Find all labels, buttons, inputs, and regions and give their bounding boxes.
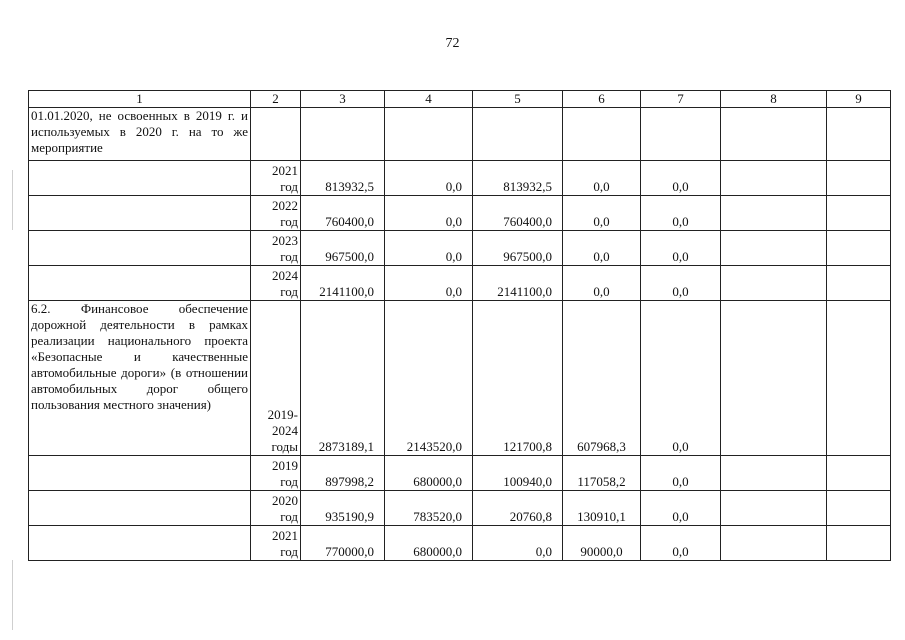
value-cell-col9 [827, 456, 891, 491]
value-cell-col9 [827, 231, 891, 266]
value-cell-col3: 935190,9 [301, 491, 385, 526]
header-cell: 6 [563, 91, 641, 108]
value-cell-col8 [721, 526, 827, 561]
row-period: 2022 год [251, 196, 301, 231]
value-cell-col9 [827, 526, 891, 561]
row-period: 2019- 2024 годы [251, 301, 301, 456]
value-cell-col6: 90000,0 [563, 526, 641, 561]
row-description [29, 526, 251, 561]
value-cell-col7: 0,0 [641, 231, 721, 266]
value-cell-col6: 607968,3 [563, 301, 641, 456]
value-cell-col7: 0,0 [641, 526, 721, 561]
value-cell-col7: 0,0 [641, 301, 721, 456]
header-cell: 9 [827, 91, 891, 108]
value-cell-col3: 770000,0 [301, 526, 385, 561]
value-cell-col5: 813932,5 [473, 161, 563, 196]
value-cell-col4: 0,0 [385, 266, 473, 301]
value-cell-col7: 0,0 [641, 491, 721, 526]
value-cell-col6: 0,0 [563, 161, 641, 196]
scan-mark [12, 170, 13, 230]
row-description [29, 456, 251, 491]
header-cell: 2 [251, 91, 301, 108]
header-cell: 1 [29, 91, 251, 108]
value-cell-col9 [827, 196, 891, 231]
value-cell-col8 [721, 231, 827, 266]
row-description [29, 161, 251, 196]
header-cell: 5 [473, 91, 563, 108]
funding-table [28, 90, 891, 561]
value-cell-col9 [827, 161, 891, 196]
value-cell-col7: 0,0 [641, 196, 721, 231]
value-cell-col9 [827, 491, 891, 526]
value-cell-col8 [721, 108, 827, 161]
value-cell-col8 [721, 491, 827, 526]
header-cell: 8 [721, 91, 827, 108]
value-cell-col3: 760400,0 [301, 196, 385, 231]
value-cell-col3: 2141100,0 [301, 266, 385, 301]
value-cell-col7: 0,0 [641, 456, 721, 491]
value-cell-col5: 967500,0 [473, 231, 563, 266]
header-cell: 3 [301, 91, 385, 108]
row-period [251, 108, 301, 161]
page-number: 72 [445, 36, 460, 51]
value-cell-col4: 783520,0 [385, 491, 473, 526]
value-cell-col5: 0,0 [473, 526, 563, 561]
row-period: 2021 год [251, 526, 301, 561]
row-description: 01.01.2020, не освоенных в 2019 г. и используемых в 2020 г. на то же мероприятие [29, 108, 251, 161]
value-cell-col5: 2141100,0 [473, 266, 563, 301]
header-cell: 7 [641, 91, 721, 108]
row-period: 2021 год [251, 161, 301, 196]
row-description: 6.2. Финансовое обеспечение дорожной деятельности в рамках реализации национального проекта «Безопасные и качественные автомобильные дороги» (в отношении автомобильных дорог общего пользования местного значения) [29, 301, 251, 456]
value-cell-col8 [721, 456, 827, 491]
header-cell: 4 [385, 91, 473, 108]
value-cell-col6: 117058,2 [563, 456, 641, 491]
value-cell-col6: 0,0 [563, 266, 641, 301]
row-period: 2019 год [251, 456, 301, 491]
value-cell-col6: 0,0 [563, 231, 641, 266]
value-cell-col5: 121700,8 [473, 301, 563, 456]
table-row [29, 491, 891, 526]
value-cell-col3 [301, 108, 385, 161]
table-row [29, 266, 891, 301]
row-description [29, 266, 251, 301]
table-row [29, 231, 891, 266]
table-row [29, 161, 891, 196]
value-cell-col4: 680000,0 [385, 526, 473, 561]
table-row [29, 456, 891, 491]
value-cell-col3: 897998,2 [301, 456, 385, 491]
row-period: 2024 год [251, 266, 301, 301]
value-cell-col4 [385, 108, 473, 161]
value-cell-col8 [721, 266, 827, 301]
value-cell-col5: 20760,8 [473, 491, 563, 526]
value-cell-col8 [721, 161, 827, 196]
row-period: 2023 год [251, 231, 301, 266]
value-cell-col3: 813932,5 [301, 161, 385, 196]
value-cell-col9 [827, 266, 891, 301]
value-cell-col5: 760400,0 [473, 196, 563, 231]
value-cell-col7: 0,0 [641, 266, 721, 301]
value-cell-col9 [827, 108, 891, 161]
value-cell-col4: 0,0 [385, 196, 473, 231]
value-cell-col5 [473, 108, 563, 161]
value-cell-col6 [563, 108, 641, 161]
value-cell-col3: 967500,0 [301, 231, 385, 266]
row-description [29, 231, 251, 266]
header-row [29, 91, 891, 108]
table-row [29, 196, 891, 231]
value-cell-col7 [641, 108, 721, 161]
value-cell-col7: 0,0 [641, 161, 721, 196]
value-cell-col8 [721, 196, 827, 231]
value-cell-col4: 0,0 [385, 231, 473, 266]
value-cell-col5: 100940,0 [473, 456, 563, 491]
value-cell-col4: 0,0 [385, 161, 473, 196]
value-cell-col9 [827, 301, 891, 456]
table-row [29, 301, 891, 456]
table-row [29, 108, 891, 161]
value-cell-col6: 130910,1 [563, 491, 641, 526]
value-cell-col6: 0,0 [563, 196, 641, 231]
scan-mark [12, 560, 13, 630]
row-period: 2020 год [251, 491, 301, 526]
value-cell-col4: 680000,0 [385, 456, 473, 491]
row-description [29, 196, 251, 231]
value-cell-col8 [721, 301, 827, 456]
row-description [29, 491, 251, 526]
value-cell-col4: 2143520,0 [385, 301, 473, 456]
table-row [29, 526, 891, 561]
value-cell-col3: 2873189,1 [301, 301, 385, 456]
